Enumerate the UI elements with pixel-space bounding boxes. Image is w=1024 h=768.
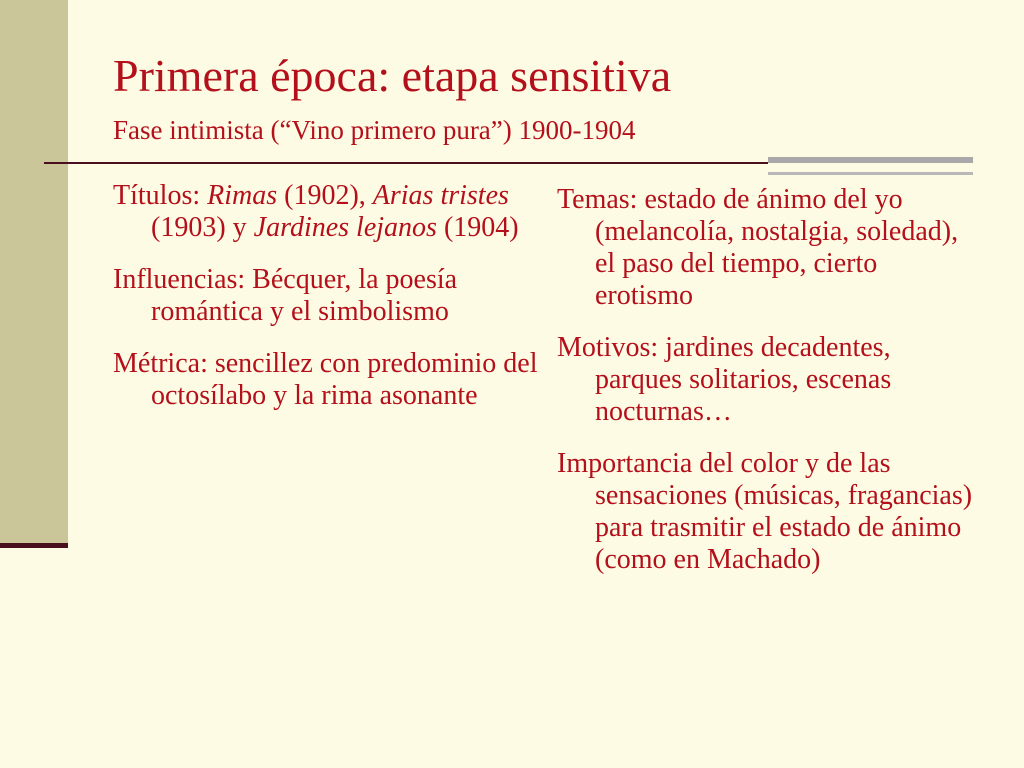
influences-item: Influencias: Bécquer, la poesía romántica y el simbolismo [113, 264, 458, 327]
year-1903: (1903) y [151, 212, 254, 243]
side-decor-bar [0, 0, 68, 545]
year-1902: (1902), [277, 180, 373, 211]
work-jardines-lejanos: Jardines lejanos [253, 212, 437, 243]
color-item: Importancia del color y de las sensaciones (músicas, fragancias) para trasmitir el estado de ánimo (como en Machado) [557, 448, 973, 575]
work-arias-tristes: Arias tristes [372, 180, 509, 211]
side-decor-line [0, 543, 68, 548]
titles-label: Títulos: [113, 180, 208, 211]
left-column [113, 180, 543, 432]
year-1904: (1904) [436, 212, 519, 243]
title-divider [44, 162, 768, 164]
work-rimas: Rimas [207, 180, 278, 211]
slide-title: Primera época: etapa sensitiva [113, 50, 672, 101]
themes-item: Temas: estado de ánimo del yo (melancolía, nostalgia, soledad), el paso del tiempo, cierto erotismo [557, 184, 959, 311]
title-divider-accent-thin [768, 172, 973, 175]
title-divider-accent [768, 157, 973, 163]
titles-item [113, 180, 543, 244]
right-column [557, 184, 977, 596]
slide-subtitle: Fase intimista (“Vino primero pura”) 1900-1904 [113, 115, 636, 145]
motifs-item: Motivos: jardines decadentes, parques solitarios, escenas nocturnas… [557, 332, 892, 427]
metrics-item: Métrica: sencillez con predominio del octosílabo y la rima asonante [113, 348, 538, 411]
